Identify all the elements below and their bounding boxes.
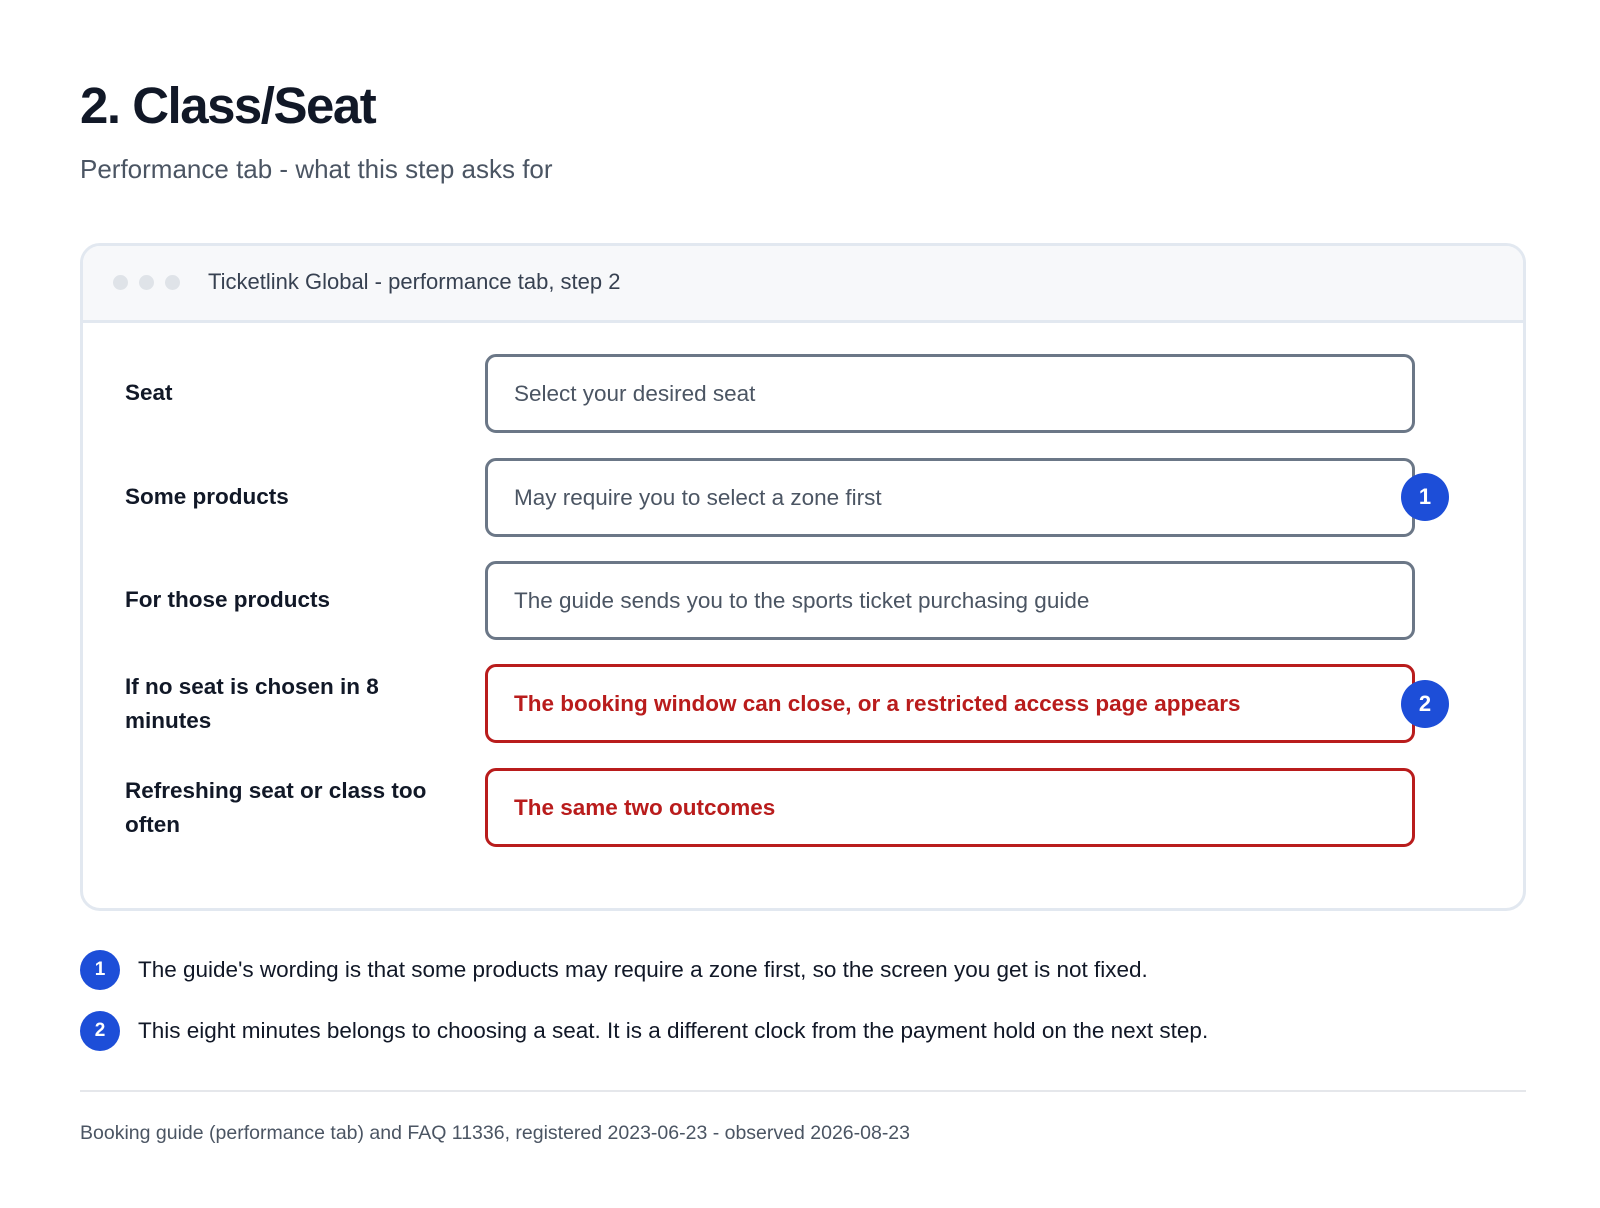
row-label-no-seat-8-minutes: If no seat is chosen in 8 minutes (125, 674, 379, 733)
window-titlebar (83, 246, 1523, 323)
refresh-warning-field[interactable]: The same two outcomes (485, 768, 1415, 847)
window-dot-icon (165, 275, 180, 290)
callout-badge-1: 1 (1401, 473, 1449, 521)
note-badge-2: 2 (80, 1011, 120, 1051)
window-dot-icon (113, 275, 128, 290)
window-title: Ticketlink Global - performance tab, step 2 (208, 269, 621, 294)
row-label-refreshing: Refreshing seat or class too often (125, 778, 427, 837)
some-products-field[interactable]: May require you to select a zone first (485, 458, 1415, 537)
note-2 (80, 1011, 1208, 1051)
timeout-warning-field[interactable]: The booking window can close, or a restricted access page appears (485, 664, 1415, 743)
callout-badge-2: 2 (1401, 680, 1449, 728)
page-subtitle: Performance tab - what this step asks for (80, 154, 553, 184)
footer-source: Booking guide (performance tab) and FAQ 11336, registered 2023-06-23 - observed 2026-08-23 (80, 1122, 910, 1144)
note-text-1: The guide's wording is that some products may require a zone first, so the screen you get is not fixed. (138, 957, 1148, 982)
note-1 (80, 950, 1148, 990)
window-dot-icon (139, 275, 154, 290)
browser-window (80, 243, 1526, 911)
note-text-2: This eight minutes belongs to choosing a seat. It is a different clock from the payment hold on the next step. (138, 1018, 1209, 1043)
for-those-products-field[interactable]: The guide sends you to the sports ticket purchasing guide (485, 561, 1415, 640)
seat-field[interactable]: Select your desired seat (485, 354, 1415, 433)
row-label-for-those-products: For those products (125, 587, 331, 612)
row-label-some-products: Some products (125, 484, 289, 509)
page-title: 2. Class/Seat (80, 77, 376, 134)
footer-divider (80, 1090, 1526, 1092)
row-label-seat: Seat (125, 380, 173, 405)
note-badge-1: 1 (80, 950, 120, 990)
